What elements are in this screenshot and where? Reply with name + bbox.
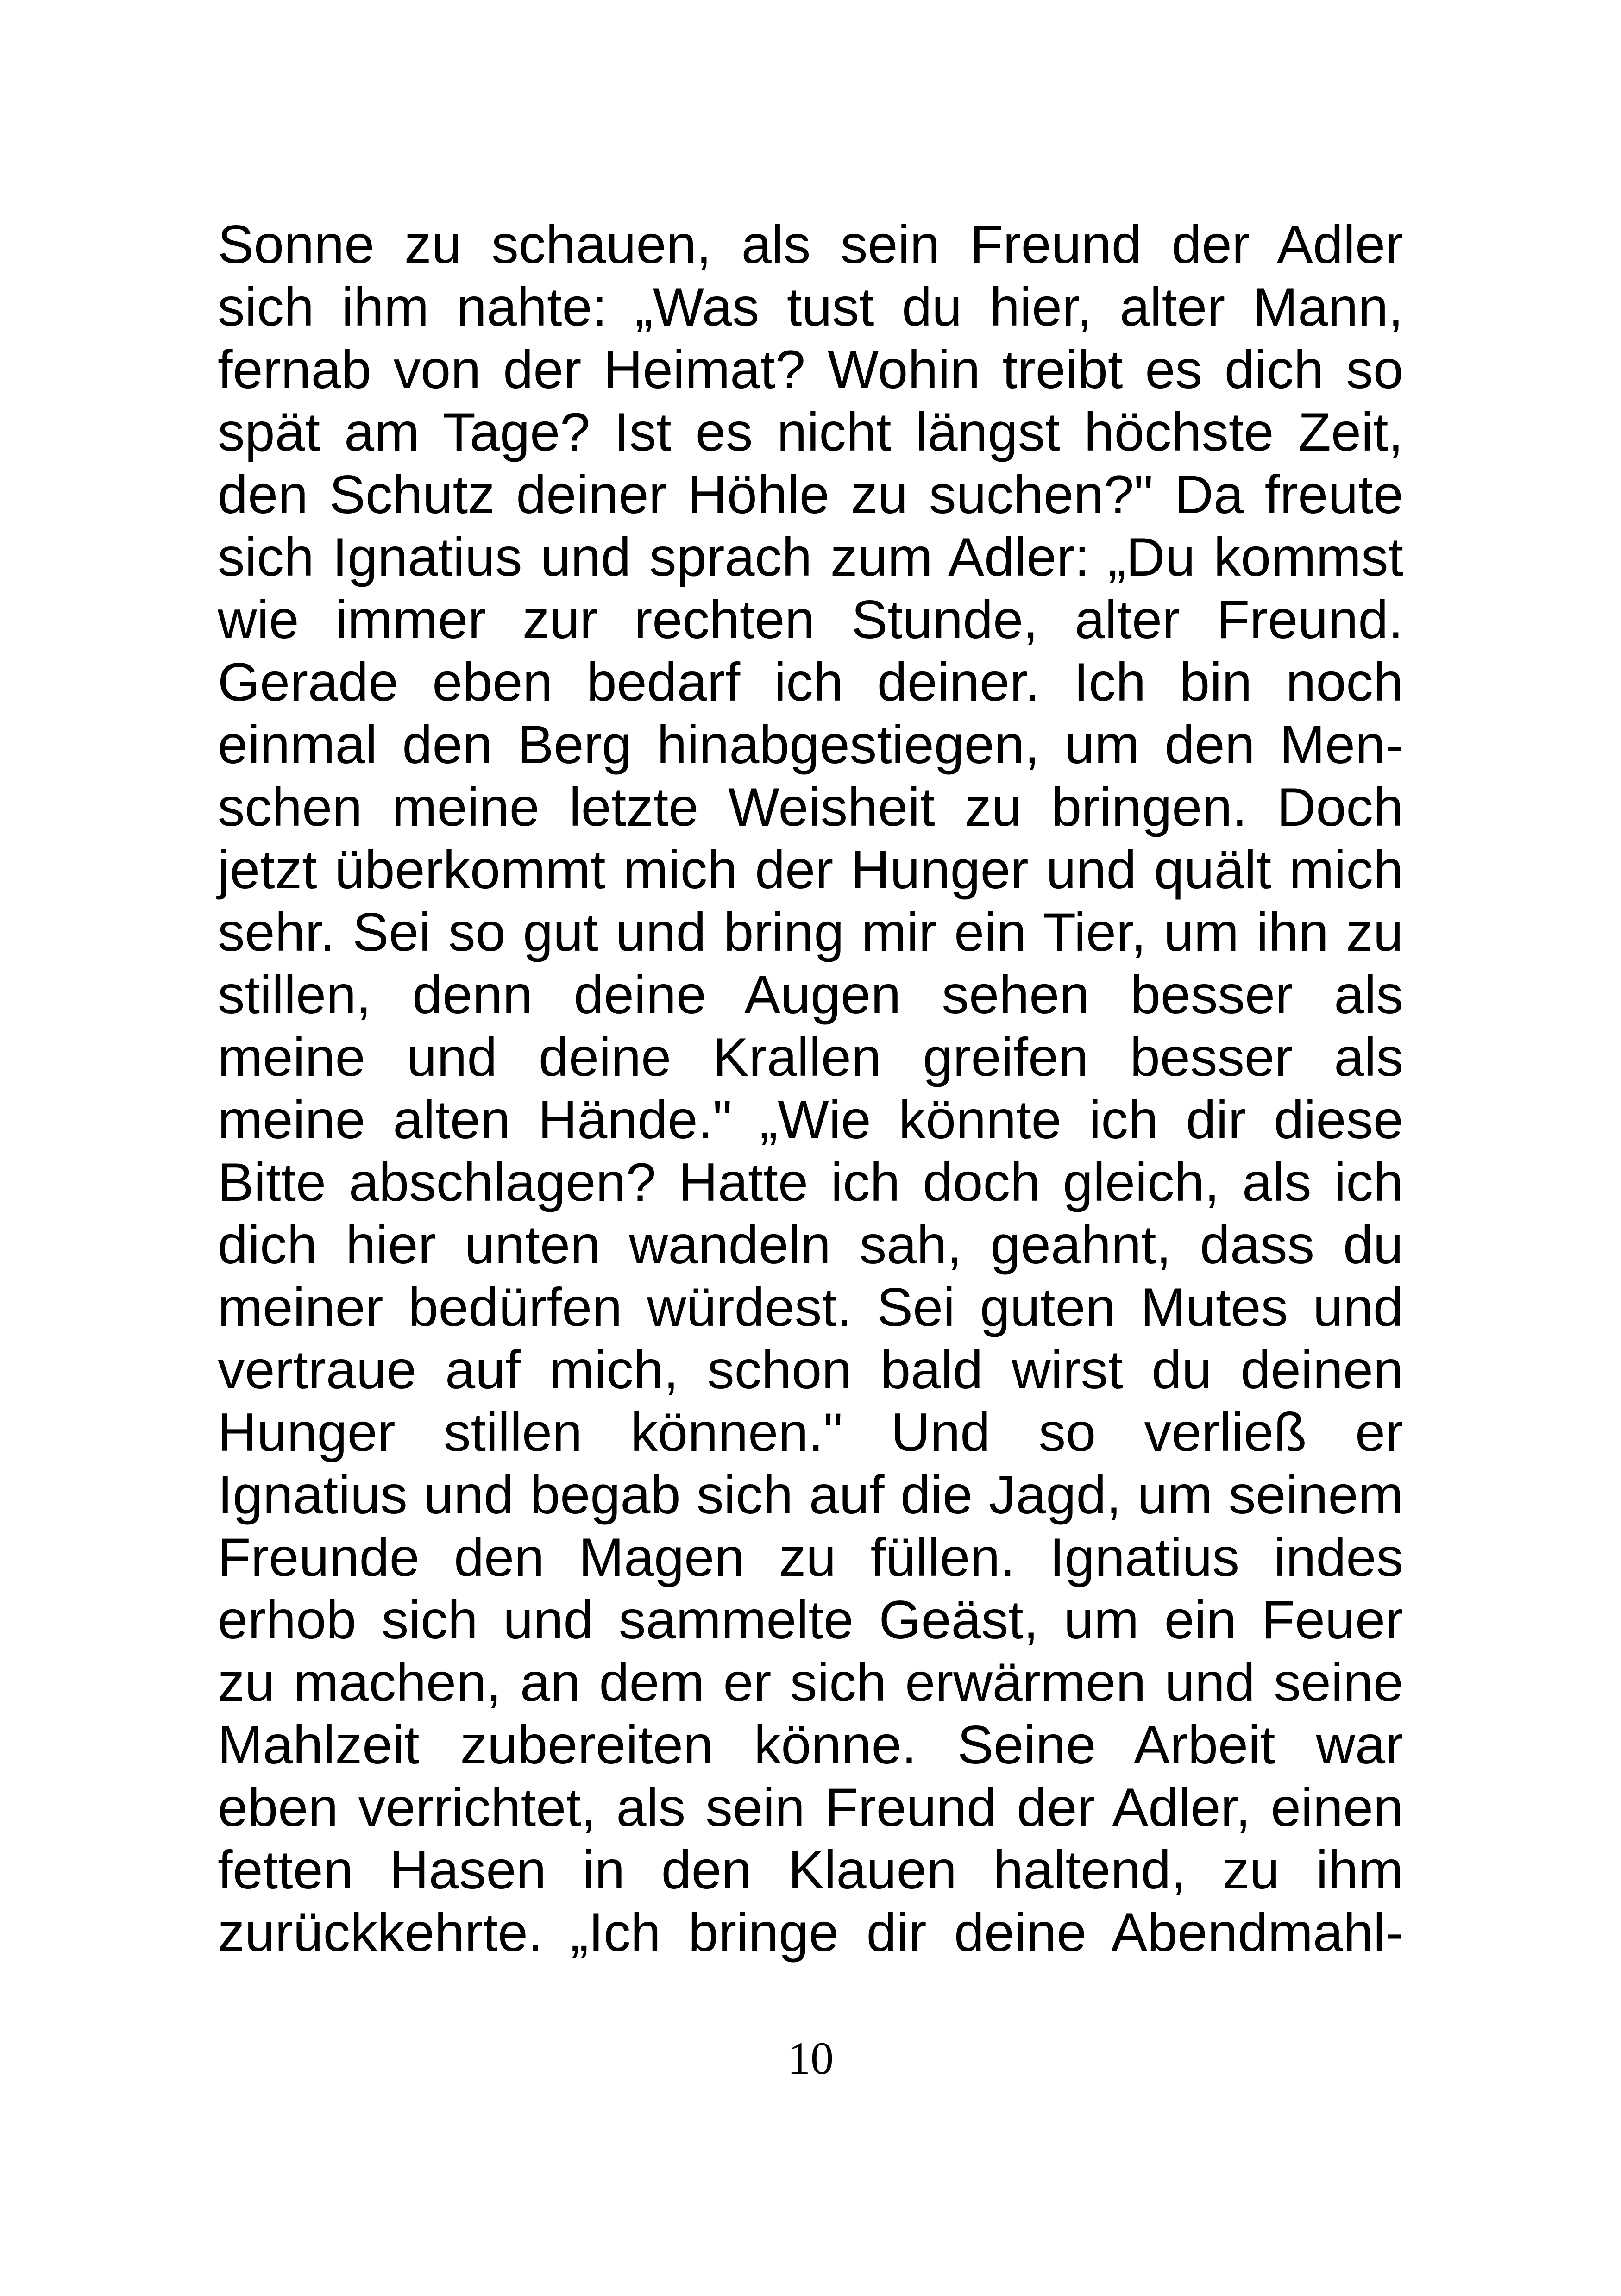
text-line: Hunger stillen können." Und so verließ er (218, 1402, 1403, 1462)
text-line: stillen, denn deine Augen sehen besser als (218, 964, 1403, 1025)
text-line: wie immer zur rechten Stunde, alter Freund. (218, 589, 1403, 650)
text-line: fernab von der Heimat? Wohin treibt es dich so (218, 339, 1403, 400)
text-line: vertraue auf mich, schon bald wirst du deinen (218, 1339, 1403, 1400)
text-line: meiner bedürfen würdest. Sei guten Mutes und (218, 1277, 1403, 1337)
text-line: meine und deine Krallen greifen besser als (218, 1027, 1403, 1087)
text-line: dich hier unten wandeln sah, geahnt, dass du (218, 1214, 1403, 1275)
text-line: sich Ignatius und sprach zum Adler: „Du kommst (218, 527, 1403, 587)
text-line: spät am Tage? Ist es nicht längst höchste Zeit, (218, 401, 1403, 462)
text-line: fetten Hasen in den Klauen haltend, zu ihm (218, 1839, 1403, 1900)
text-line: erhob sich und sammelte Geäst, um ein Feuer (218, 1589, 1403, 1650)
body-text (218, 213, 1403, 1964)
text-line: Mahlzeit zubereiten könne. Seine Arbeit war (218, 1714, 1403, 1775)
text-line: Bitte abschlagen? Hatte ich doch gleich, als ich (218, 1152, 1403, 1212)
text-line: sich ihm nahte: „Was tust du hier, alter Mann, (218, 276, 1403, 337)
text-line: Ignatius und begab sich auf die Jagd, um seinem (218, 1464, 1403, 1525)
text-line: jetzt überkommt mich der Hunger und quält mich (218, 839, 1403, 900)
page-number: 10 (787, 2033, 834, 2084)
text-line: Freunde den Magen zu füllen. Ignatius indes (218, 1527, 1403, 1587)
text-line: einmal den Berg hinabgestiegen, um den Men- (218, 714, 1403, 775)
text-line: Gerade eben bedarf ich deiner. Ich bin noch (218, 652, 1403, 712)
text-line: sehr. Sei so gut und bring mir ein Tier, um ihn zu (218, 902, 1403, 962)
text-line: eben verrichtet, als sein Freund der Adler, einen (218, 1777, 1403, 1838)
text-line: schen meine letzte Weisheit zu bringen. Doch (218, 777, 1403, 837)
text-line: zurückkehrte. „Ich bringe dir deine Abendmahl- (218, 1902, 1403, 1963)
text-line: meine alten Hände." „Wie könnte ich dir diese (218, 1089, 1403, 1150)
text-line: Sonne zu schauen, als sein Freund der Adler (218, 214, 1403, 275)
text-line: zu machen, an dem er sich erwärmen und seine (218, 1652, 1403, 1713)
text-line: den Schutz deiner Höhle zu suchen?" Da freute (218, 464, 1403, 525)
